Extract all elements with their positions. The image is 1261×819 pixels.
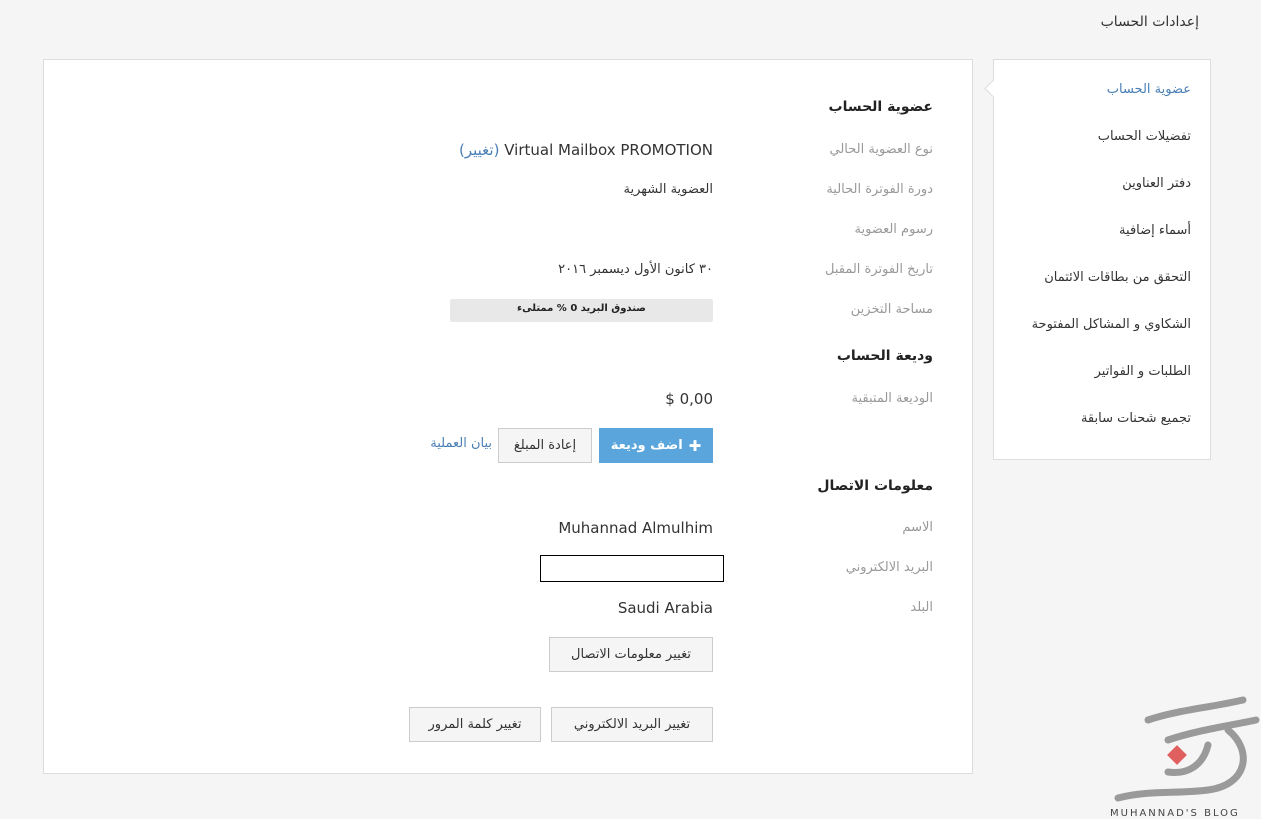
sidebar-item-open-issues[interactable]: الشكاوي و المشاكل المفتوحة bbox=[1031, 317, 1191, 332]
deposit-heading: وديعة الحساب bbox=[836, 348, 933, 364]
storage-progress-bar bbox=[450, 299, 713, 322]
sidebar-item-orders-invoices[interactable]: الطلبات و الفواتير bbox=[1094, 364, 1191, 379]
watermark-calligraphy-logo bbox=[1108, 690, 1261, 808]
name-label: الاسم bbox=[902, 520, 933, 535]
membership-type-label: نوع العضوية الحالي bbox=[829, 142, 933, 157]
blog-watermark bbox=[1108, 690, 1261, 819]
membership-type-value bbox=[459, 141, 713, 159]
next-billing-label: تاريخ الفوترة المقبل bbox=[824, 262, 933, 277]
add-deposit-label: اضف وديعة bbox=[610, 438, 683, 453]
storage-label: مساحة التخزين bbox=[850, 302, 933, 317]
page-title: إعدادات الحساب bbox=[1100, 14, 1199, 30]
change-email-button[interactable]: تغيير البريد الالكتروني bbox=[551, 707, 713, 742]
account-panel bbox=[43, 59, 973, 774]
membership-heading: عضوية الحساب bbox=[828, 99, 933, 115]
sidebar-item-consolidate-shipments[interactable]: تجميع شحنات سابقة bbox=[1080, 411, 1191, 426]
country-label: البلد bbox=[910, 600, 933, 615]
change-contact-button[interactable]: تغيير معلومات الاتصال bbox=[549, 637, 713, 672]
billing-cycle-value: العضوية الشهرية bbox=[623, 182, 713, 197]
membership-fees-label: رسوم العضوية bbox=[854, 222, 933, 237]
remaining-deposit-label: الوديعة المتبقية bbox=[851, 391, 933, 406]
plus-icon: ✚ bbox=[688, 436, 702, 455]
change-password-button[interactable]: تغيير كلمة المرور bbox=[409, 707, 541, 742]
sidebar-item-address-book[interactable]: دفتر العناوين bbox=[1122, 176, 1191, 191]
sidebar-item-credit-card-verification[interactable]: التحقق من بطاقات الائتمان bbox=[1044, 270, 1191, 285]
add-deposit-button[interactable] bbox=[599, 428, 713, 463]
sidebar-item-additional-names[interactable]: أسماء إضافية bbox=[1119, 223, 1191, 238]
membership-type-name: Virtual Mailbox PROMOTION bbox=[504, 141, 713, 159]
name-value: Muhannad Almulhim bbox=[558, 519, 713, 537]
sidebar-item-membership[interactable]: عضوية الحساب bbox=[1106, 82, 1191, 97]
storage-progress-text: صندوق البريد 0 % ممتلىء bbox=[517, 303, 646, 314]
sidebar-pointer bbox=[984, 79, 1002, 97]
refund-button[interactable]: إعادة المبلغ bbox=[498, 428, 592, 463]
contact-heading: معلومات الاتصال bbox=[817, 478, 933, 494]
sidebar-item-preferences[interactable]: تفضيلات الحساب bbox=[1097, 129, 1191, 144]
transaction-statement-link[interactable]: بيان العملية bbox=[430, 436, 492, 451]
sidebar bbox=[993, 59, 1211, 460]
billing-cycle-label: دورة الفوترة الحالية bbox=[826, 182, 933, 197]
country-value: Saudi Arabia bbox=[617, 599, 713, 617]
email-label: البريد الالكتروني bbox=[845, 560, 933, 575]
watermark-text: MUHANNAD'S BLOG bbox=[1110, 808, 1240, 819]
change-membership-link[interactable]: (تغيير) bbox=[458, 141, 500, 159]
email-redacted-box bbox=[540, 555, 724, 582]
next-billing-value: ٣٠ كانون الأول ديسمبر ٢٠١٦ bbox=[558, 262, 713, 277]
remaining-deposit-value: $ 0,00 bbox=[665, 390, 713, 408]
